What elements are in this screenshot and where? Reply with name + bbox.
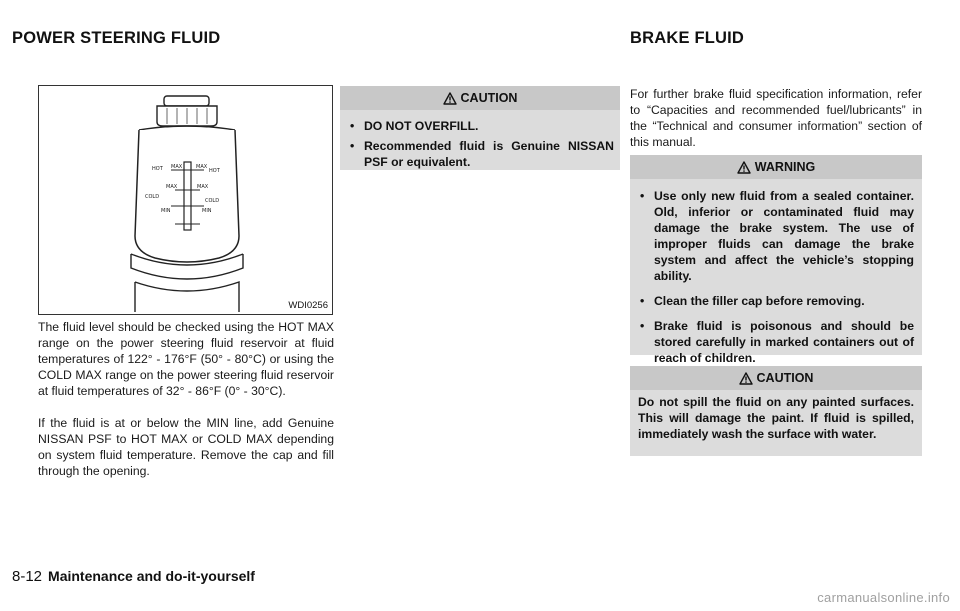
label-max-top-right: MAX <box>196 164 208 170</box>
power-steering-paragraph-2: If the fluid is at or below the MIN line, add Genuine NISSAN PSF to HOT MAX or COLD MAX depending on system fluid temperature. Remove the cap and fill through the opening. <box>38 416 334 478</box>
section-title-brake-fluid: BRAKE FLUID <box>630 29 745 47</box>
page-footer <box>12 568 255 585</box>
caution-box-power-steering <box>340 86 620 170</box>
bullet-icon: • <box>350 119 355 133</box>
label-max-mid-right: MAX <box>197 184 209 190</box>
bullet-icon: • <box>640 319 645 333</box>
power-steering-paragraph-1: The fluid level should be checked using the HOT MAX range on the power steering fluid reservoir at fluid temperatures of 122° - 176°F (50° - 80°C) or using the COLD MAX range on the power steering fluid reservoir at fluid temperatures of 32° - 86°F (0° - 30°C). <box>38 320 334 398</box>
caution-heading: CAUTION <box>756 371 814 385</box>
watermark: carmanualsonline.info <box>817 590 950 605</box>
caution-box-brake-fluid <box>630 366 922 456</box>
list-item <box>636 293 914 309</box>
label-min-right: MIN <box>202 208 212 214</box>
bullet-icon: • <box>640 294 645 308</box>
caution-header <box>340 86 620 110</box>
caution-header <box>630 366 922 390</box>
warning-item-text: Brake fluid is poisonous and should be stored carefully in marked containers out of reach of children. <box>654 319 914 365</box>
list-item <box>346 118 614 134</box>
label-cold-left: COLD <box>145 194 160 200</box>
list-item <box>346 138 614 170</box>
reservoir-drawing <box>39 86 334 316</box>
label-max-mid-left: MAX <box>166 184 178 190</box>
list-item <box>636 188 914 284</box>
list-item <box>636 318 914 366</box>
bullet-icon: • <box>350 139 355 153</box>
caution-text: Do not spill the fluid on any painted surfaces. This will damage the paint. If fluid is spilled, immediately wash the surface with water. <box>638 395 914 441</box>
reservoir-illustration <box>38 85 333 315</box>
warning-triangle-icon <box>737 161 751 174</box>
label-min-left: MIN <box>161 208 171 214</box>
brake-fluid-intro: For further brake fluid specification information, refer to “Capacities and recommended fuel/lubricants” in the “Technical and consumer information” section of this manual. <box>630 87 922 149</box>
warning-box-brake-fluid <box>630 155 922 365</box>
caution-heading: CAUTION <box>460 91 518 105</box>
figure-id: WDI0256 <box>288 300 328 311</box>
warning-heading: WARNING <box>754 160 816 174</box>
warning-header <box>630 155 922 179</box>
caution-item-text: DO NOT OVERFILL. <box>364 119 479 133</box>
section-title-power-steering: POWER STEERING FLUID <box>12 29 221 47</box>
label-cold-right: COLD <box>205 198 220 204</box>
warning-triangle-icon <box>443 92 457 105</box>
label-max-top-left: MAX <box>171 164 183 170</box>
warning-triangle-icon <box>739 372 753 385</box>
warning-list <box>630 188 922 366</box>
warning-item-text: Use only new fluid from a sealed container. Old, inferior or contaminated fluid may damage the brake system. The use of improper fluids can damage the brake system and affect the vehicle’s stopping ability. <box>654 189 914 283</box>
chapter-title: Maintenance and do-it-yourself <box>48 568 255 584</box>
warning-item-text: Clean the filler cap before removing. <box>654 294 865 308</box>
bullet-icon: • <box>640 189 645 203</box>
page-number: 8-12 <box>12 568 43 585</box>
label-hot-left: HOT <box>152 166 163 172</box>
caution-list <box>340 110 620 170</box>
label-hot-right: HOT <box>209 168 220 174</box>
caution-item-text: Recommended fluid is Genuine NISSAN PSF or equivalent. <box>364 139 614 169</box>
